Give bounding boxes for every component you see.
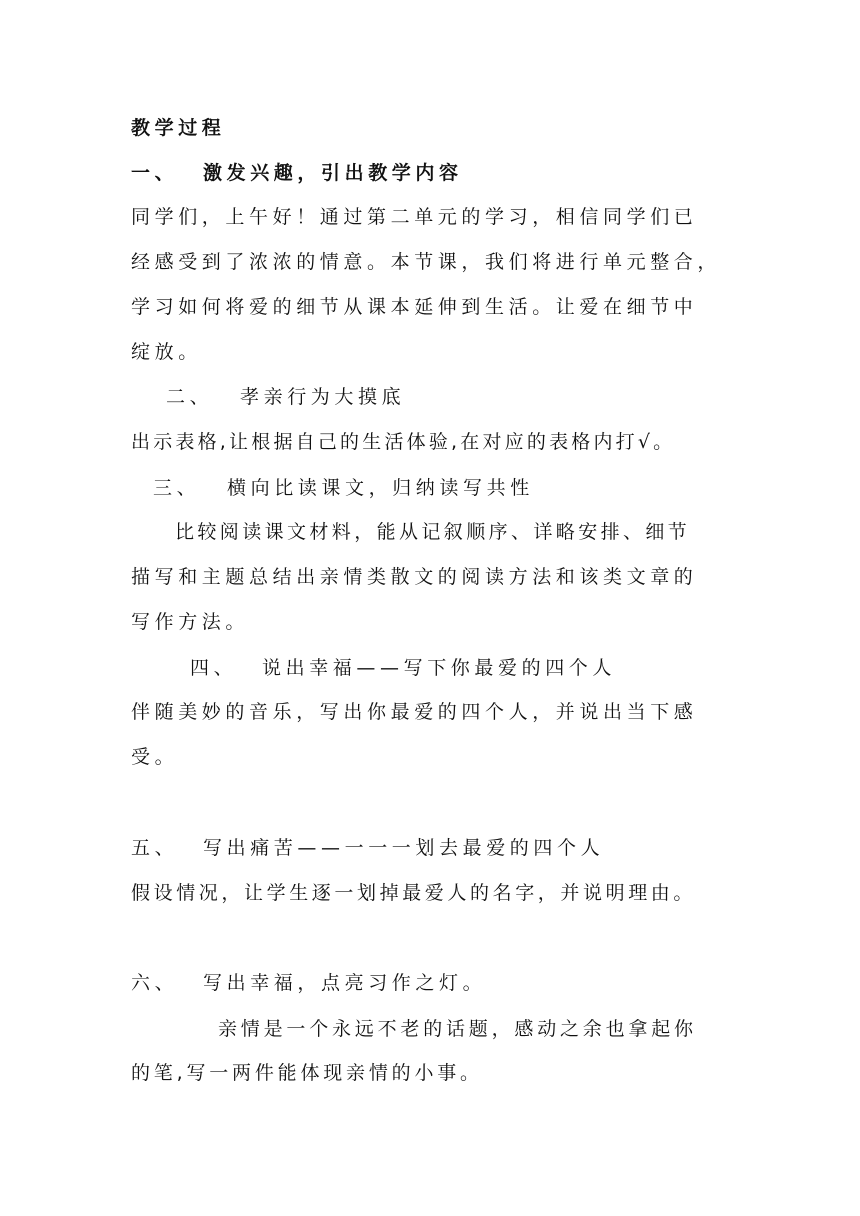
section-4-line-1: 伴随美妙的音乐，写出你最爱的四个人，并说出当下感 [131,701,698,723]
section-1-line-1: 同学们，上午好！通过第二单元的学习，相信同学们已 [131,206,698,228]
section-3-number: 三、 [153,477,201,499]
section-1-line-2: 经感受到了浓浓的情意。本节课，我们将进行单元整合， [131,251,722,273]
section-6-line-1: 亲情是一个永远不老的话题，感动之余也拿起你 [218,1018,697,1040]
section-5-number: 五、 [131,837,179,859]
section-3-title: 横向比读课文，归纳读写共性 [227,477,534,499]
section-5-line-1: 假设情况，让学生逐一划掉最爱人的名字，并说明理由。 [131,882,697,904]
section-1-line-3: 学习如何将爱的细节从课本延伸到生活。让爱在细节中 [131,296,698,318]
section-1-title: 激发兴趣，引出教学内容 [203,162,463,184]
section-6-heading [131,971,486,995]
section-3-line-3: 写作方法。 [131,611,250,633]
section-3-line-1: 比较阅读课文材料，能从记叙顺序、详略安排、细节 [175,521,691,543]
section-4-line-2: 受。 [131,746,179,768]
section-1-number: 一、 [131,162,179,184]
page-heading: 教学过程 [131,117,226,139]
section-6-number: 六、 [131,972,179,994]
section-4-title: 说出幸福——写下你最爱的四个人 [262,657,617,679]
section-2-heading [166,385,405,409]
section-2-title: 孝亲行为大摸底 [240,386,406,408]
section-3-heading [153,476,534,500]
section-2-number: 二、 [166,386,214,408]
section-1-line-4: 绽放。 [131,341,202,363]
section-3-line-2: 描写和主题总结出亲情类散文的阅读方法和该类文章的 [131,566,698,588]
section-4-number: 四、 [190,657,238,679]
section-1-heading [131,161,463,185]
section-6-title: 写出幸福，点亮习作之灯。 [203,972,487,994]
section-6-line-2: 的笔,写一两件能体现亲情的小事。 [131,1062,483,1084]
section-4-heading [190,656,616,680]
section-5-title: 写出痛苦——一一一划去最爱的四个人 [203,837,605,859]
section-5-heading [131,836,604,860]
section-2-line-1: 出示表格,让根据自己的生活体验,在对应的表格内打√。 [131,431,676,453]
